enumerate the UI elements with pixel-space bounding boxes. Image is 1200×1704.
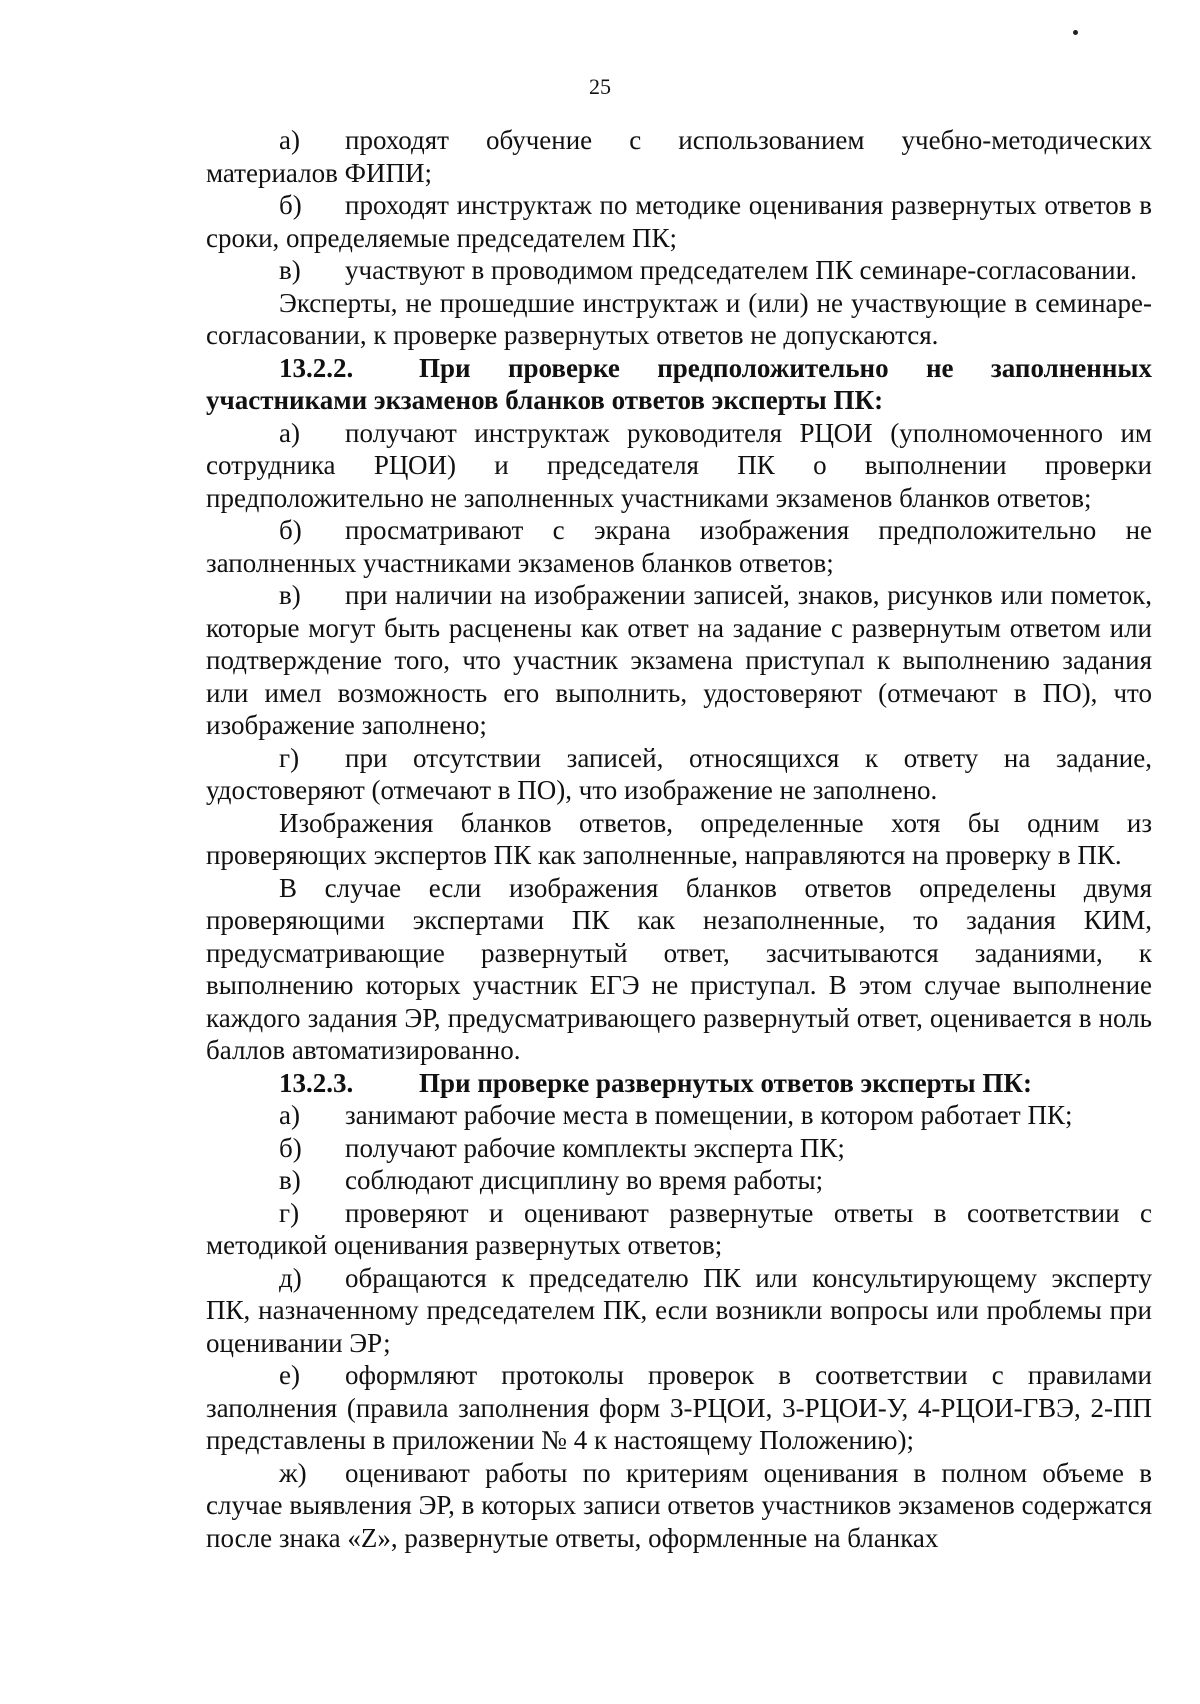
list-item xyxy=(206,1262,1152,1360)
section-heading-text: При проверке предположительно не заполненных участниками экзаменов бланков ответов эксперты ПК: xyxy=(206,352,1152,415)
list-item-text: получают инструктаж руководителя РЦОИ (уполномоченного им сотрудника РЦОИ) и председателя ПК о выполнении проверки предположительно не заполненных участниками экзаменов бланков ответов; xyxy=(206,417,1152,513)
section-number: 13.2.2. xyxy=(279,352,354,383)
paragraph: Эксперты, не прошедшие инструктаж и (или) не участвующие в семинаре-согласовании, к проверке развернутых ответов не допускаются. xyxy=(206,287,1152,350)
list-item xyxy=(206,124,1152,189)
section-heading xyxy=(206,1067,1152,1100)
list-item xyxy=(206,579,1152,742)
list-item-text: просматривают с экрана изображения предположительно не заполненных участниками экзаменов бланков ответов; xyxy=(206,515,1152,578)
list-item-text: проверяют и оценивают развернутые ответы в соответствии с методикой оценивания развернутых ответов; xyxy=(206,1197,1152,1260)
section-number: 13.2.3. xyxy=(279,1067,354,1098)
list-item-text: занимают рабочие места в помещении, в котором работает ПК; xyxy=(345,1100,1073,1130)
list-item-text: получают рабочие комплекты эксперта ПК; xyxy=(345,1132,845,1163)
list-item xyxy=(206,1197,1152,1262)
list-item-label: г) xyxy=(279,1197,300,1228)
list-item-text: проходят обучение с использованием учебно-методических материалов ФИПИ; xyxy=(206,125,1152,188)
list-item-label: б) xyxy=(279,515,302,545)
list-item-label: д) xyxy=(279,1262,302,1293)
list-item xyxy=(206,254,1152,287)
list-item-label: б) xyxy=(279,190,302,220)
list-item-text: участвуют в проводимом председателем ПК семинаре-согласовании. xyxy=(345,255,1137,285)
list-item-label: б) xyxy=(279,1132,302,1163)
list-item xyxy=(206,417,1152,515)
list-item-text: проходят инструктаж по методике оценивания развернутых ответов в сроки, определяемые председателем ПК; xyxy=(206,190,1152,253)
section-heading-text: При проверке развернутых ответов эксперты ПК: xyxy=(419,1067,1032,1098)
document-body xyxy=(206,124,1152,1554)
paragraph: Изображения бланков ответов, определенные хотя бы одним из проверяющих экспертов ПК как заполненные, направляются на проверку в ПК. xyxy=(206,807,1152,870)
list-item-text: при наличии на изображении записей, знаков, рисунков или пометок, которые могут быть расценены как ответ на задание с развернутым ответом или подтверждение того, что участник экзамена приступал к выполнению задания или имел возможность его выполнить, удостоверяют (отмечают в ПО), что изображение заполнено; xyxy=(206,580,1152,740)
list-item-label: в) xyxy=(279,580,301,610)
list-item-label: в) xyxy=(279,1165,301,1195)
list-item-label: ж) xyxy=(279,1457,307,1488)
list-item-label: а) xyxy=(279,125,300,155)
list-item-text: обращаются к председателю ПК или консультирующему эксперту ПК, назначенному председателем ПК, если возникли вопросы или проблемы при оценивании ЭР; xyxy=(206,1262,1152,1358)
list-item xyxy=(206,1099,1152,1132)
list-item-label: а) xyxy=(279,417,300,448)
list-item-text: соблюдают дисциплину во время работы; xyxy=(345,1165,824,1195)
list-item-label: е) xyxy=(279,1360,300,1390)
list-item-text: оценивают работы по критериям оценивания в полном объеме в случае выявления ЭР, в которых записи ответов участников экзаменов содержатся после знака «Z», развернутые ответы, оформленные на бланках xyxy=(206,1457,1152,1553)
list-item-label: а) xyxy=(279,1100,300,1130)
paragraph: В случае если изображения бланков ответов определены двумя проверяющими экспертами ПК как незаполненные, то задания КИМ, предусматривающие развернутый ответ, засчитываются заданиями, к выполнению которых участник ЕГЭ не приступал. В этом случае выполнение каждого задания ЭР, предусматривающего развернутый ответ, оценивается в ноль баллов автоматизированно. xyxy=(206,872,1152,1065)
list-item-label: г) xyxy=(279,742,300,773)
list-item-label: в) xyxy=(279,255,301,285)
list-item xyxy=(206,514,1152,579)
list-item xyxy=(206,1359,1152,1457)
list-item xyxy=(206,1164,1152,1197)
list-item xyxy=(206,189,1152,254)
list-item-text: при отсутствии записей, относящихся к ответу на задание, удостоверяют (отмечают в ПО), что изображение не заполнено. xyxy=(206,742,1152,805)
scan-mark-dot xyxy=(1073,30,1078,35)
list-item xyxy=(206,742,1152,807)
list-item xyxy=(206,1457,1152,1555)
section-heading xyxy=(206,352,1152,417)
list-item xyxy=(206,1132,1152,1165)
page-number: 25 xyxy=(589,74,611,99)
list-item-text: оформляют протоколы проверок в соответствии с правилами заполнения (правила заполнения форм 3-РЦОИ, 3-РЦОИ-У, 4-РЦОИ-ГВЭ, 2-ПП представлены в приложении № 4 к настоящему Положению); xyxy=(206,1360,1152,1455)
